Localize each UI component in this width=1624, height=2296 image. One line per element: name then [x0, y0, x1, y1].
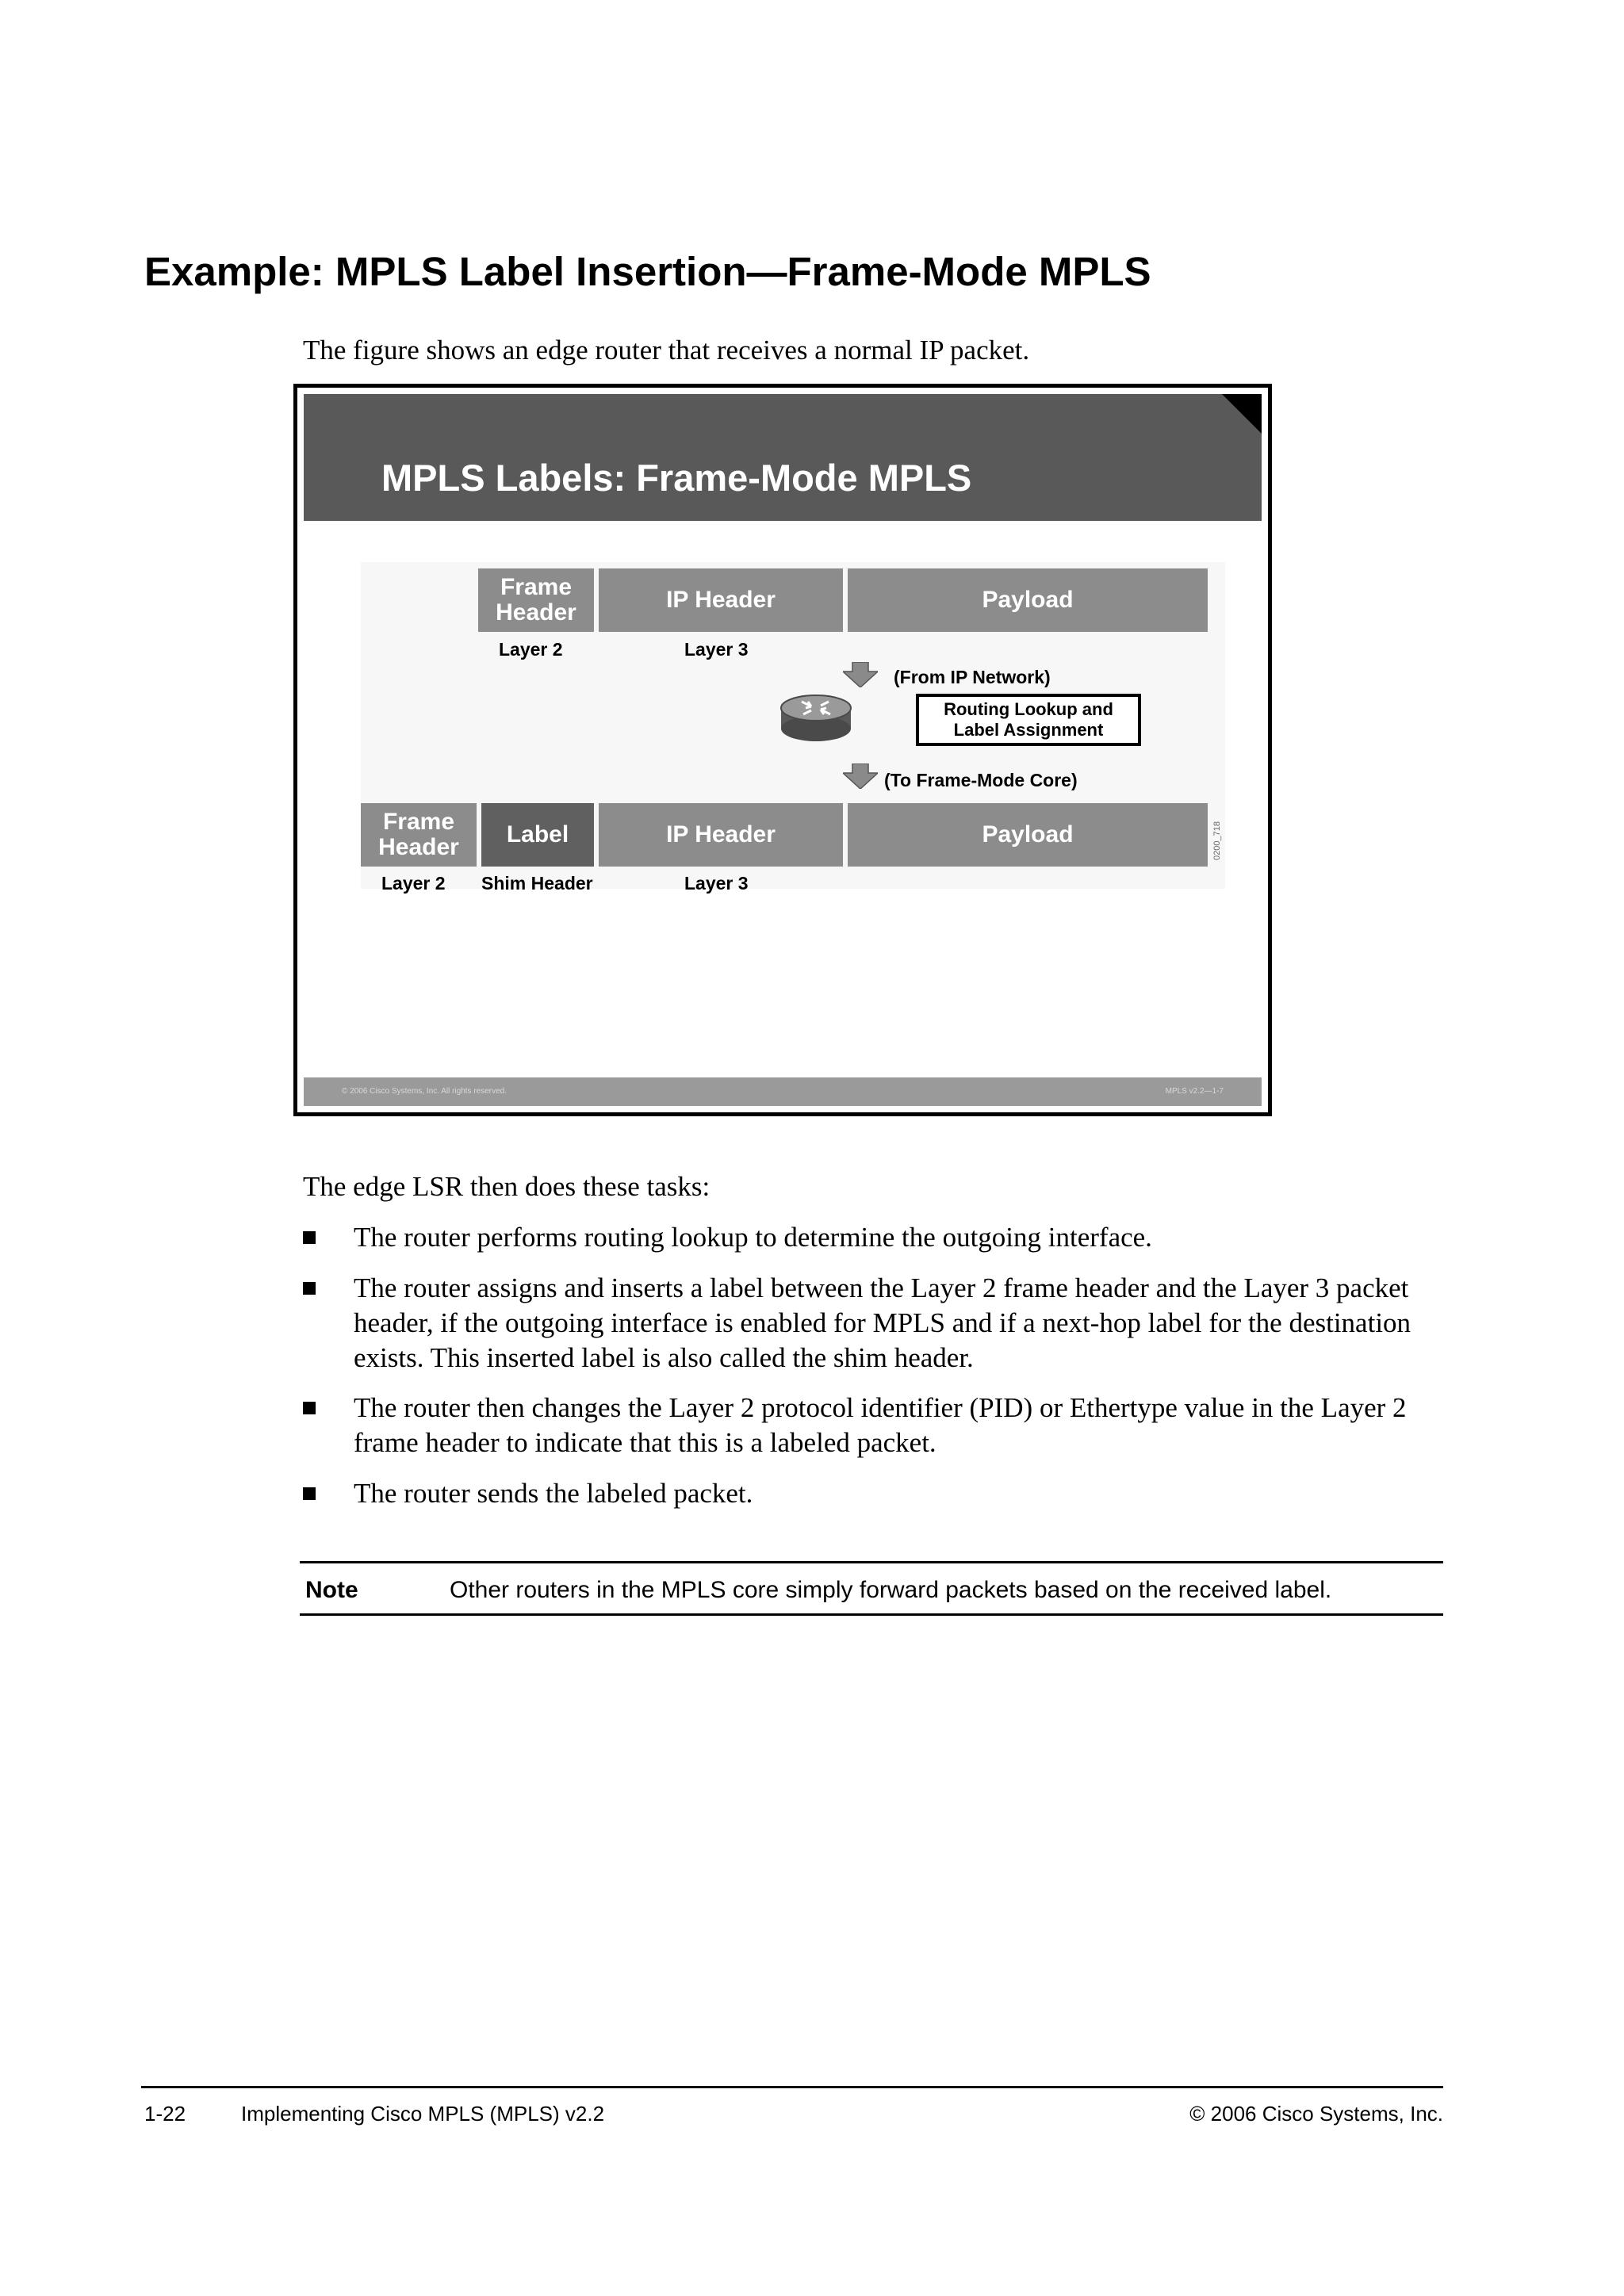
down-arrow-icon: [843, 763, 878, 789]
incoming-layer2-caption: Layer 2: [499, 639, 563, 660]
footer-rule: [141, 2086, 1443, 2088]
square-bullet-icon: [303, 1282, 316, 1295]
outgoing-payload-cell: Payload: [848, 803, 1208, 867]
square-bullet-icon: [303, 1402, 316, 1414]
slide-corner-mark: [1222, 394, 1262, 434]
section-title: Example: MPLS Label Insertion—Frame-Mode MPLS: [144, 249, 1151, 294]
slide-figure: [293, 384, 1272, 1116]
down-arrow-icon: [843, 662, 878, 687]
mpls-label-diagram: [361, 562, 1225, 894]
incoming-layer3-caption: Layer 3: [684, 639, 749, 660]
slide-footer: [304, 1077, 1262, 1106]
from-network-label: (From IP Network): [894, 667, 1051, 687]
note-top-rule: [300, 1561, 1443, 1563]
list-item-text: The router then changes the Layer 2 protocol identifier (PID) or Ethertype value in the Layer 2 frame header to indicate that this is a labeled packet.: [354, 1392, 1407, 1458]
label-cell: Label: [481, 803, 594, 867]
note-label: Note: [305, 1577, 358, 1603]
intro-paragraph: The figure shows an edge router that receives a normal IP packet.: [303, 335, 1030, 365]
router-icon: [779, 694, 852, 744]
list-item-text: The router performs routing lookup to determine the outgoing interface.: [354, 1222, 1152, 1253]
page-number: 1-22: [144, 2102, 186, 2126]
book-title: Implementing Cisco MPLS (MPLS) v2.2: [241, 2102, 605, 2126]
incoming-ip-header-cell: IP Header: [599, 568, 843, 632]
incoming-payload-cell: Payload: [848, 568, 1208, 632]
outgoing-layer3-caption: Layer 3: [684, 873, 749, 894]
note-text: Other routers in the MPLS core simply forward packets based on the received label.: [450, 1577, 1332, 1603]
slide-copyright: © 2006 Cisco Systems, Inc. All rights reserved.: [342, 1087, 508, 1096]
shim-header-caption: Shim Header: [481, 873, 593, 894]
list-item-text: The router assigns and inserts a label between the Layer 2 frame header and the Layer 3 packet header, if the outgoing interface is enabled for MPLS and if a next-hop label for the destination exists. This inserted label is also called the shim header.: [354, 1272, 1411, 1373]
slide-banner: [304, 394, 1262, 521]
list-item-text: The router sends the labeled packet.: [354, 1478, 753, 1509]
routing-lookup-box: Routing Lookup and Label Assignment: [916, 694, 1141, 746]
figure-code: 0200_718: [1212, 821, 1222, 860]
incoming-frame-header-cell: Frame Header: [478, 568, 594, 632]
outgoing-layer2-caption: Layer 2: [381, 873, 446, 894]
slide-canvas: [304, 394, 1262, 1106]
slide-title: MPLS Labels: Frame-Mode MPLS: [381, 457, 972, 499]
note-bottom-rule: [300, 1613, 1443, 1616]
square-bullet-icon: [303, 1487, 316, 1500]
tasks-intro: The edge LSR then does these tasks:: [303, 1171, 710, 1202]
to-core-label: (To Frame-Mode Core): [884, 770, 1078, 790]
square-bullet-icon: [303, 1231, 316, 1244]
outgoing-frame-header-cell: Frame Header: [361, 803, 477, 867]
footer-copyright: © 2006 Cisco Systems, Inc.: [1189, 2102, 1443, 2126]
slide-id: MPLS v2.2—1-7: [1165, 1087, 1224, 1096]
outgoing-ip-header-cell: IP Header: [599, 803, 843, 867]
